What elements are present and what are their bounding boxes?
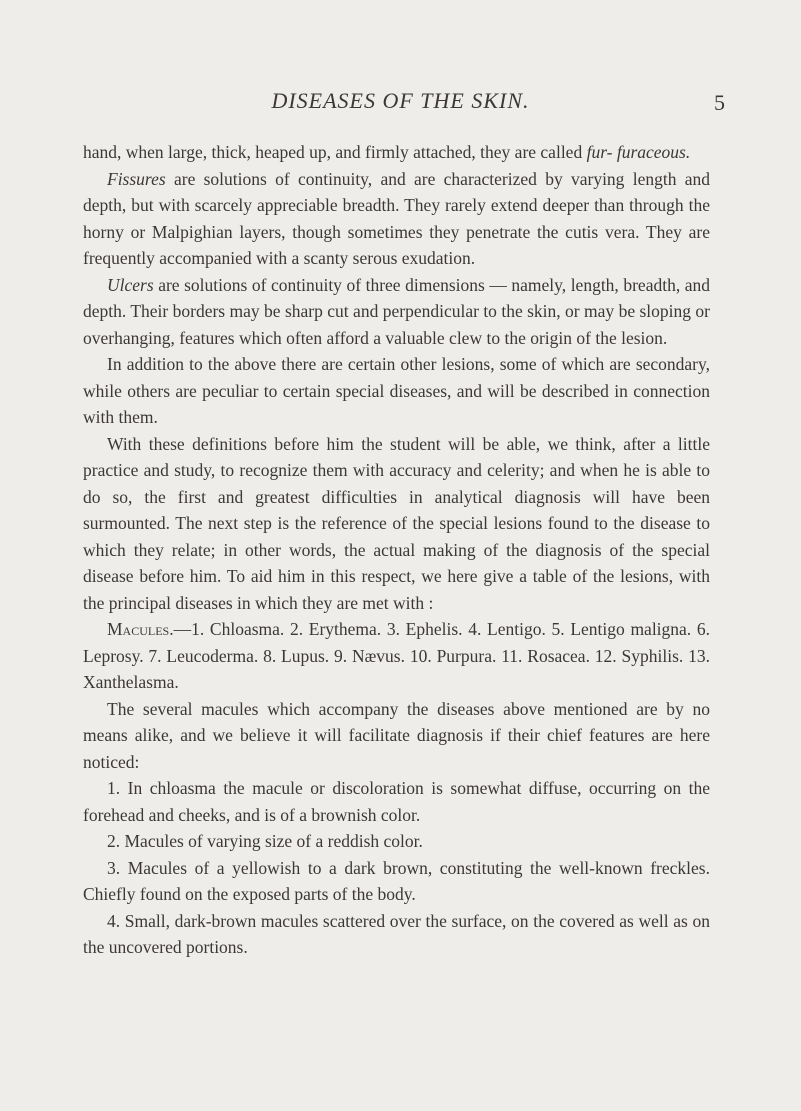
page-number: 5 (714, 90, 725, 115)
paragraph-text: —1. Chloasma. 2. Erythema. 3. Ephelis. 4. Lentigo. 5. Lentigo maligna. 6. Leprosy. 7. Leucoderma. 8. Lupus. 9. Nævus. 10. Purpura. 11. Rosacea. 12. Syphilis. 13. Xanthelasma. (83, 619, 710, 692)
list-item-3: 3. Macules of a yellowish to a dark brown, constituting the well-known freckles. Chiefly found on the exposed parts of the body. (83, 857, 710, 904)
paragraph-definitions: With these definitions before him the student will be able, we think, after a little practice and study, to recognize them with accuracy and celerity; and when he is able to do so, the first and greatest difficulties in analytical diagnosis will have been surmounted. The next step is the reference of the special lesions found to the disease to which they relate; in other words, the actual making of the diagnosis of the special disease before him. To aid him in this respect, we here give a table of the lesions, with the principal diseases in which they are met with : (83, 433, 710, 613)
paragraph-ulcers (83, 272, 710, 352)
paragraph-fissures (83, 166, 710, 272)
paragraph-text: are solutions of continuity of three dimensions — namely, length, breadth, and depth. Their borders may be sharp cut and perpendicular to the skin, or may be sloping or overhanging, features which often afford a valuable clew to the origin of the lesion. (83, 274, 711, 348)
list-item-2: 2. Macules of varying size of a reddish color. (107, 831, 423, 851)
term-furfuraceous: fur- furaceous. (586, 142, 691, 162)
term-macules: Macules. (107, 619, 174, 639)
body-text (83, 139, 710, 961)
term-ulcers: Ulcers (107, 274, 154, 295)
running-title: DISEASES OF THE SKIN. (271, 88, 530, 113)
paragraph-macules-intro: The several macules which accompany the diseases above mentioned are by no means alike, and we believe it will facilitate diagnosis if their chief features are here noticed: (83, 698, 710, 772)
term-fissures: Fissures (107, 168, 166, 189)
paragraph-text: hand, when large, thick, heaped up, and firmly attached, they are called (83, 142, 583, 162)
list-item-4: 4. Small, dark-brown macules scattered over the surface, on the covered as well as on the uncovered portions. (83, 910, 710, 957)
page-header (0, 88, 801, 120)
paragraph-text: are solutions of continuity, and are characterized by varying length and depth, but with scarcely appreciable breadth. They rarely extend deeper than through the horny or Malpighian layers, though sometimes they penetrate the cutis vera. They are frequently accompanied with a scanty serous exudation. (83, 168, 711, 268)
paragraph-macules-list (83, 616, 710, 696)
list-item-1: 1. In chloasma the macule or discoloration is somewhat diffuse, occurring on the forehead and cheeks, and is of a brownish color. (83, 778, 710, 825)
paragraph-other-lesions: In addition to the above there are certain other lesions, some of which are secondary, while others are peculiar to certain special diseases, and will be described in connection with them. (83, 354, 710, 427)
paragraph-continuation (83, 139, 710, 166)
